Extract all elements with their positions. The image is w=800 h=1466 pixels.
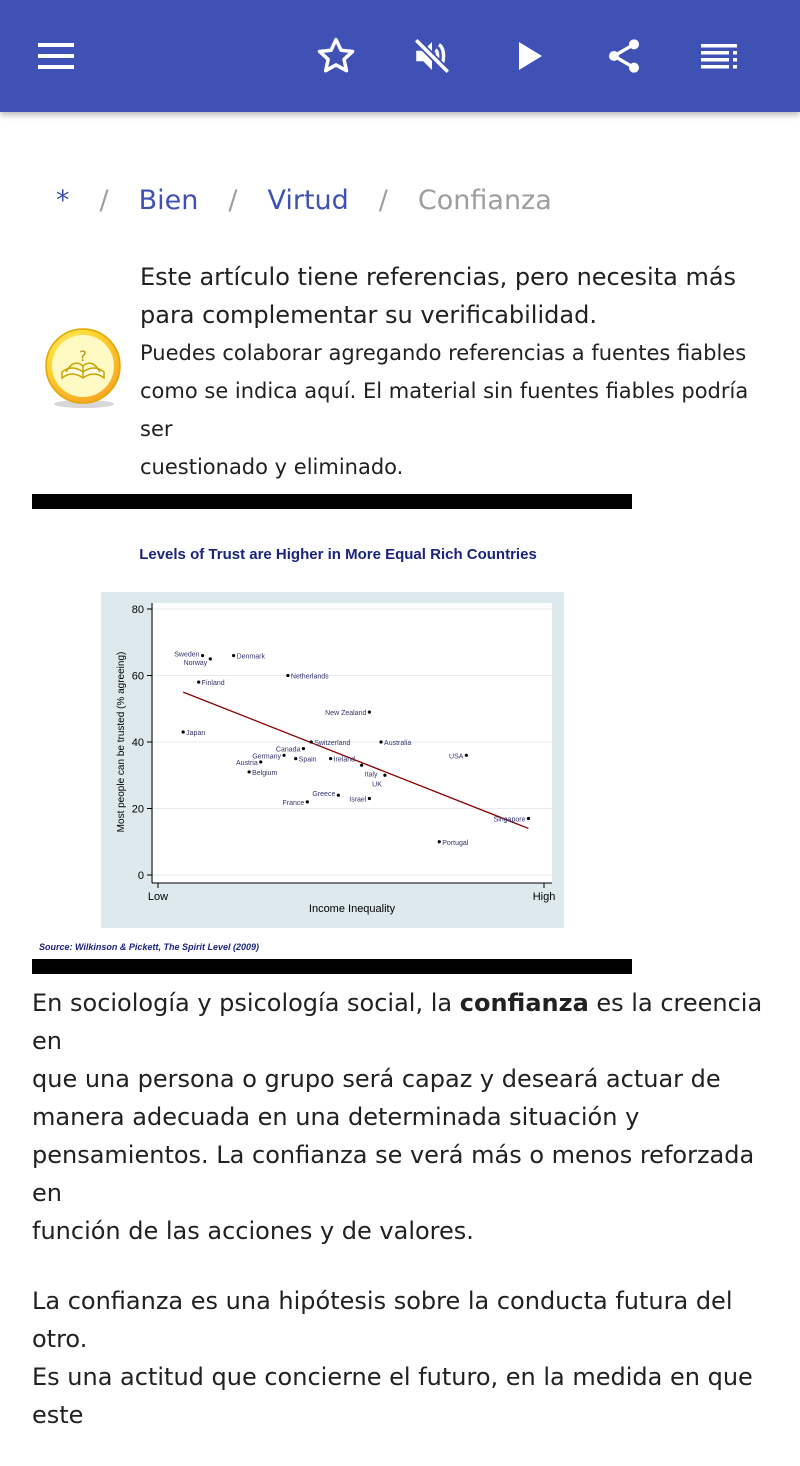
data-point (310, 740, 313, 743)
article-paragraph (32, 984, 772, 1250)
data-point-label: Israel (349, 796, 367, 804)
notice-title-line: para complementar su verificabilidad. (140, 301, 597, 329)
article-text: es la creencia en (32, 989, 763, 1055)
data-point-label: UK (372, 781, 382, 789)
data-point-label: Australia (384, 740, 412, 747)
breadcrumb-item-root[interactable]: * (56, 184, 70, 216)
y-tick-label: 80 (131, 604, 144, 616)
data-point (302, 747, 305, 750)
data-point-label: USA (448, 753, 464, 761)
book-question-icon (44, 328, 124, 410)
data-point (259, 760, 262, 763)
data-point-label: Japan (186, 730, 206, 738)
breadcrumb-separator: / (228, 184, 238, 216)
plot-area (153, 603, 552, 883)
data-point (286, 674, 289, 677)
data-point (329, 757, 332, 760)
star-outline-icon (315, 35, 357, 77)
svg-text:?: ? (79, 349, 87, 365)
data-point-label: Greece (312, 791, 336, 799)
data-point-label: Denmark (236, 653, 266, 661)
breadcrumb-item-virtud[interactable]: Virtud (267, 184, 349, 216)
data-point-label: New Zealand (325, 710, 367, 718)
figure-bottom-border (32, 959, 632, 974)
contents-button[interactable] (692, 28, 748, 84)
data-point-label: France (282, 799, 305, 807)
mute-button[interactable] (404, 28, 460, 84)
data-point-label: Italy (364, 771, 378, 779)
data-point-label: Ireland (333, 756, 356, 764)
data-point-label: Germany (252, 753, 282, 761)
data-point-label: Finland (201, 680, 225, 688)
data-point-label: Spain (298, 756, 317, 764)
favorite-button[interactable] (308, 28, 364, 84)
share-button[interactable] (596, 28, 652, 84)
app-toolbar (0, 0, 800, 112)
article-term: confianza (459, 989, 589, 1017)
breadcrumb-current: Confianza (417, 184, 552, 216)
data-point (182, 730, 185, 733)
y-tick-label: 20 (131, 803, 144, 816)
trust-inequality-figure (32, 509, 632, 959)
data-point (368, 797, 371, 800)
data-point (383, 774, 386, 777)
data-point (368, 710, 371, 713)
data-point-label: Belgium (252, 769, 278, 777)
article-text: función de las acciones y de valores. (32, 1217, 474, 1245)
data-point (306, 800, 309, 803)
volume-off-icon (411, 35, 453, 77)
article-text: que una persona o grupo será capaz y deseará actuar de (32, 1065, 721, 1093)
data-point-label: Netherlands (290, 673, 329, 681)
data-point-label: Sweden (174, 651, 200, 659)
data-point-label: Austria (235, 759, 258, 767)
data-point (360, 764, 363, 767)
x-axis-label: Income Inequality (308, 903, 396, 915)
play-button[interactable] (502, 28, 558, 84)
notice-body-line: Puedes colaborar agregando referencias a fuentes fiables (140, 341, 747, 365)
menu-icon (36, 42, 76, 70)
references-notice (32, 258, 772, 490)
data-point-label: Canada (275, 746, 301, 754)
article-text: pensamientos. La confianza se verá más o menos reforzada en (32, 1141, 755, 1207)
y-axis-label: Most people can be trusted (% agreeing) (116, 651, 127, 833)
share-icon (604, 35, 644, 77)
article-body (32, 984, 772, 1466)
breadcrumb-item-bien[interactable]: Bien (138, 184, 199, 216)
article-text: Es una actitud que concierne el futuro, en la medida en que este (32, 1363, 753, 1429)
notice-body-line: cuestionado y eliminado. (140, 455, 404, 479)
y-tick-label: 0 (137, 870, 144, 882)
notice-body-line: como se indica aquí. El material sin fuentes fiables podría ser (140, 379, 749, 441)
data-point-label: Singapore (493, 816, 526, 824)
data-point-label: Norway (183, 659, 208, 667)
breadcrumb (56, 180, 552, 220)
data-point (438, 840, 441, 843)
data-point (379, 740, 382, 743)
data-point (209, 657, 212, 660)
breadcrumb-separator: / (378, 184, 388, 216)
notice-title-line: Este artículo tiene referencias, pero necesita más (140, 263, 737, 291)
data-point-label: Switzerland (314, 740, 351, 747)
article-paragraph (32, 1282, 772, 1434)
figure-top-border (32, 494, 632, 509)
article-text: En sociología y psicología social, la (32, 989, 460, 1017)
menu-button[interactable] (28, 28, 84, 84)
article-text: La confianza es una hipótesis sobre la conducta futura del otro. (32, 1287, 733, 1353)
y-tick-label: 40 (131, 737, 144, 749)
x-tick-label: High (532, 891, 556, 903)
data-point (282, 754, 285, 757)
y-tick-label: 60 (131, 670, 144, 683)
data-point (337, 794, 340, 797)
playlist-icon (700, 43, 740, 69)
scatter-chart (32, 509, 632, 959)
breadcrumb-separator: / (99, 184, 109, 216)
chart-source: Source: Wilkinson & Pickett, The Spirit Level (2009) (39, 942, 259, 952)
data-point (294, 757, 297, 760)
data-point (201, 654, 204, 657)
chart-title: Levels of Trust are Higher in More Equal Rich Countries (139, 546, 537, 563)
data-point (248, 770, 251, 773)
data-point (197, 681, 200, 684)
play-icon (515, 40, 545, 72)
data-point-label: Portugal (442, 839, 469, 847)
data-point (232, 654, 235, 657)
x-tick-label: Low (147, 891, 169, 903)
data-point (527, 817, 530, 820)
data-point (465, 754, 468, 757)
article-text: manera adecuada en una determinada situación y (32, 1103, 640, 1131)
